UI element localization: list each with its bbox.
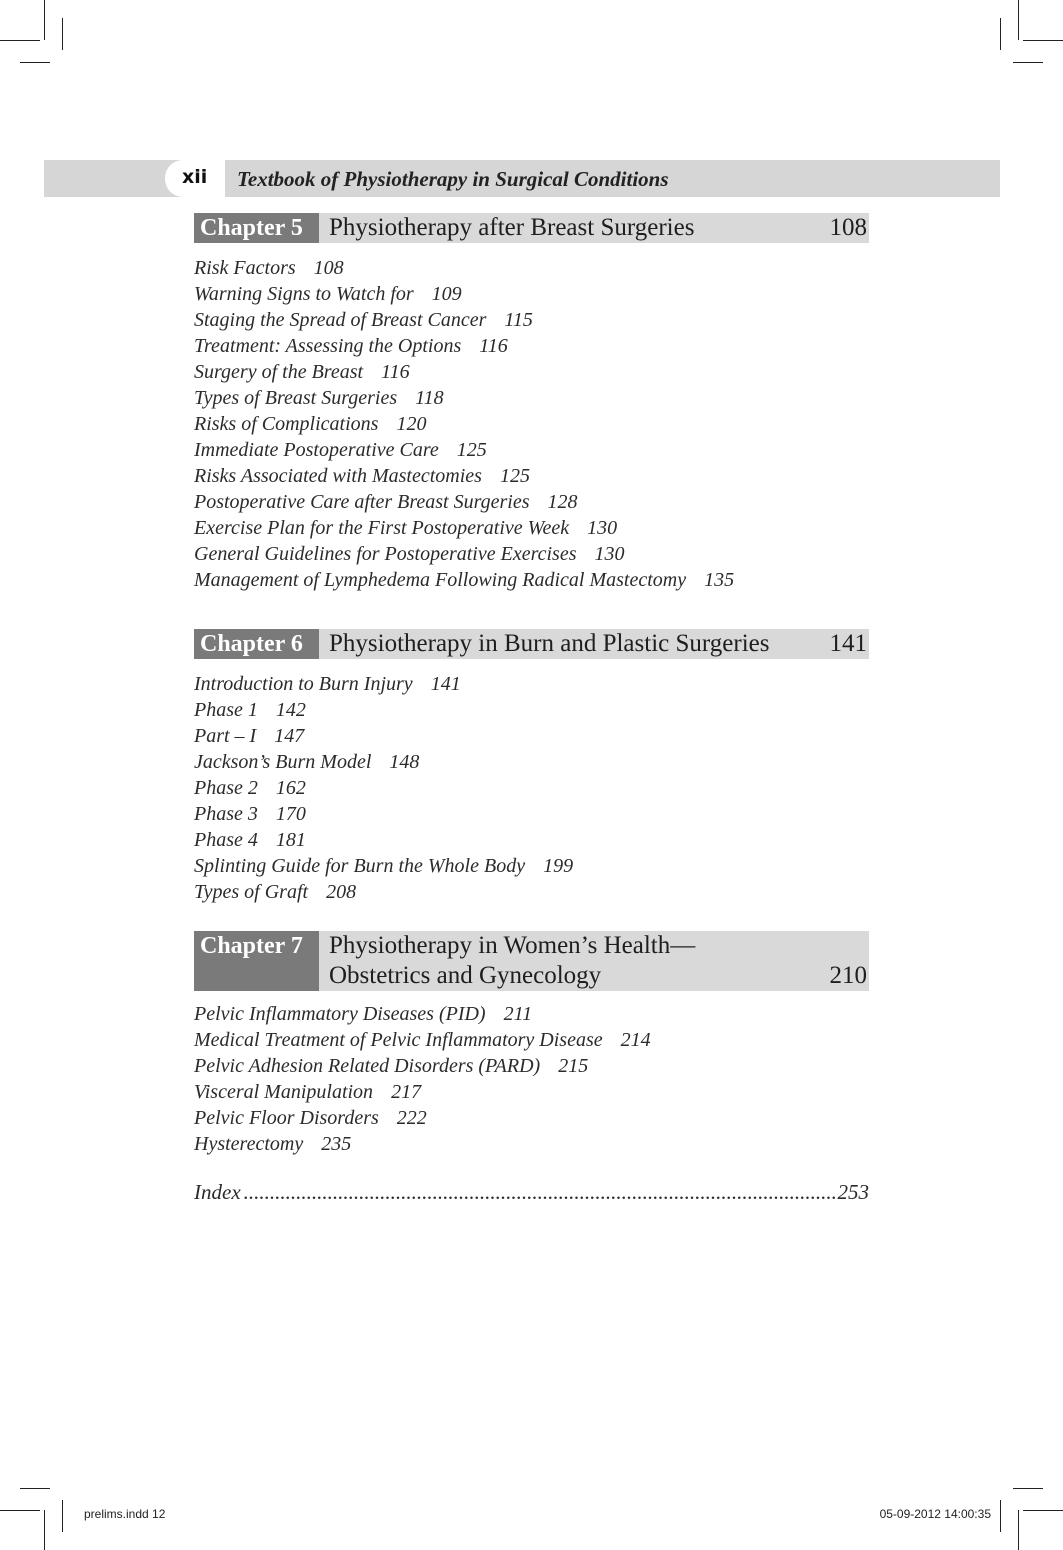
chapter-title bbox=[319, 213, 830, 243]
section-entry: Visceral Manipulation 217 bbox=[194, 1081, 422, 1103]
chapter-label: Chapter 5 bbox=[194, 213, 319, 243]
chapter-heading bbox=[194, 931, 869, 991]
section-entry: Jackson’s Burn Model 148 bbox=[194, 751, 420, 773]
index-entry bbox=[194, 1178, 869, 1206]
index-page: 253 bbox=[837, 1180, 869, 1204]
section-entry: Postoperative Care after Breast Surgeries 128 bbox=[194, 491, 578, 513]
slug-filename: prelims.indd 12 bbox=[84, 1507, 166, 1521]
section-entry: Part – I 147 bbox=[194, 725, 305, 747]
section-entry: Types of Breast Surgeries 118 bbox=[194, 387, 444, 409]
chapter-label: Chapter 7 bbox=[194, 931, 319, 991]
section-list bbox=[194, 671, 869, 905]
section-entry: Medical Treatment of Pelvic Inflammatory Disease 214 bbox=[194, 1029, 651, 1051]
section-entry: Pelvic Adhesion Related Disorders (PARD) 215 bbox=[194, 1055, 589, 1077]
chapter-page: 210 bbox=[829, 962, 867, 989]
section-entry: Treatment: Assessing the Options 116 bbox=[194, 335, 508, 357]
section-entry: Phase 3 170 bbox=[194, 803, 306, 825]
section-entry: Types of Graft 208 bbox=[194, 881, 357, 903]
chapter-7 bbox=[194, 931, 869, 1157]
chapter-label: Chapter 6 bbox=[194, 629, 319, 659]
chapter-title-line: Obstetrics and Gynecology bbox=[329, 962, 602, 989]
chapter-title-line: Physiotherapy after Breast Surgeries bbox=[329, 214, 695, 241]
section-entry: Splinting Guide for Burn the Whole Body 199 bbox=[194, 855, 574, 877]
section-entry: Phase 4 181 bbox=[194, 829, 306, 851]
section-entry: Phase 2 162 bbox=[194, 777, 306, 799]
chapter-title bbox=[319, 931, 830, 991]
chapter-5 bbox=[194, 213, 869, 593]
section-entry: Exercise Plan for the First Postoperative Week 130 bbox=[194, 517, 618, 539]
section-entry: Phase 1 142 bbox=[194, 699, 306, 721]
slug-timestamp: 05-09-2012 14:00:35 bbox=[879, 1507, 991, 1521]
leader-dots bbox=[244, 1178, 835, 1206]
chapter-title-line: Physiotherapy in Women’s Health— bbox=[329, 932, 696, 959]
section-entry: Risks of Complications 120 bbox=[194, 413, 427, 435]
section-list bbox=[194, 1001, 869, 1157]
chapter-6 bbox=[194, 629, 869, 905]
section-entry: Introduction to Burn Injury 141 bbox=[194, 673, 461, 695]
chapter-title bbox=[319, 629, 830, 659]
index-label: Index bbox=[194, 1180, 241, 1204]
section-entry: Pelvic Inflammatory Diseases (PID) 211 bbox=[194, 1003, 533, 1025]
chapter-page: 141 bbox=[829, 630, 867, 657]
section-entry: Warning Signs to Watch for 109 bbox=[194, 283, 462, 305]
section-entry: Immediate Postoperative Care 125 bbox=[194, 439, 487, 461]
chapter-heading bbox=[194, 629, 869, 659]
page-number: xii bbox=[182, 166, 208, 188]
section-entry: Hysterectomy 235 bbox=[194, 1133, 352, 1155]
section-entry: Risks Associated with Mastectomies 125 bbox=[194, 465, 530, 487]
section-list bbox=[194, 255, 869, 593]
chapter-title-line: Physiotherapy in Burn and Plastic Surgeries bbox=[329, 630, 770, 657]
chapter-page: 108 bbox=[829, 214, 867, 241]
section-entry: Surgery of the Breast 116 bbox=[194, 361, 410, 383]
chapter-heading bbox=[194, 213, 869, 243]
section-entry: Management of Lymphedema Following Radical Mastectomy 135 bbox=[194, 569, 735, 591]
section-entry: Risk Factors 108 bbox=[194, 257, 344, 279]
book-title: Textbook of Physiotherapy in Surgical Conditions bbox=[237, 167, 669, 191]
section-entry: Pelvic Floor Disorders 222 bbox=[194, 1107, 427, 1129]
section-entry: General Guidelines for Postoperative Exercises 130 bbox=[194, 543, 625, 565]
section-entry: Staging the Spread of Breast Cancer 115 bbox=[194, 309, 533, 331]
